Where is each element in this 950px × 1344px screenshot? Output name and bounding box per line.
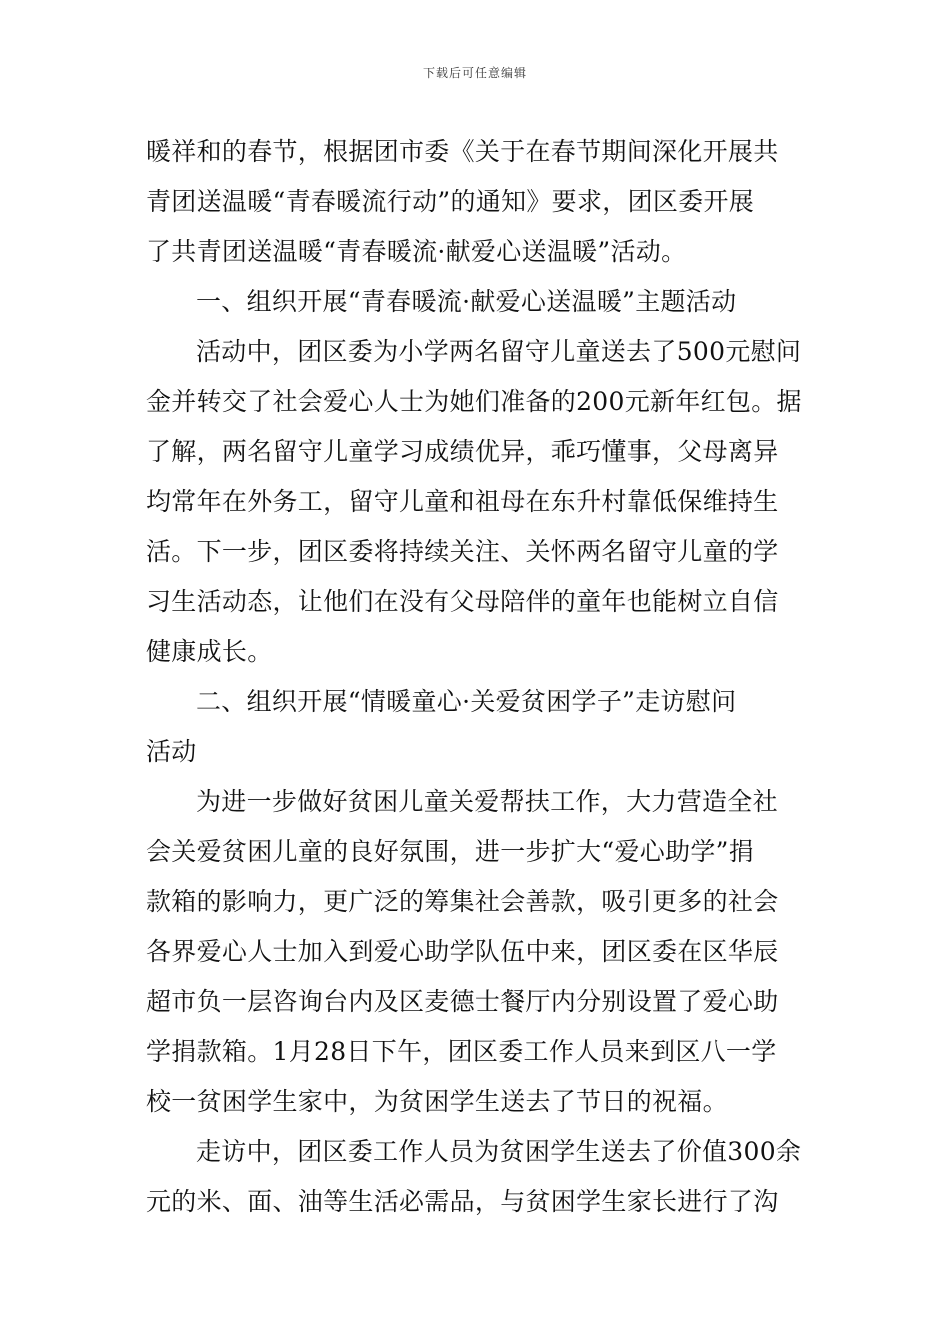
paragraph-line: 为进一步做好贫困儿童关爱帮扶工作，大力营造全社 [196, 787, 778, 816]
paragraph-line: 校一贫困学生家中，为贫困学生送去了节日的祝福。 [146, 1087, 728, 1116]
section-heading-continued: 活动 [146, 737, 197, 766]
paragraph-line: 学捐款箱。1月28日下午，团区委工作人员来到区八一学 [146, 1037, 777, 1066]
paragraph-line: 元的米、面、油等生活必需品，与贫困学生家长进行了沟 [146, 1187, 779, 1216]
paragraph-line: 超市负一层咨询台内及区麦德士餐厅内分别设置了爱心助 [146, 987, 779, 1016]
paragraph-line: 金并转交了社会爱心人士为她们准备的200元新年红包。据 [146, 387, 802, 416]
section-heading: 二、组织开展“情暖童心·关爱贫困学子”走访慰问 [196, 687, 737, 716]
paragraph-line: 会关爱贫困儿童的良好氛围，进一步扩大“爱心助学”捐 [146, 837, 755, 866]
paragraph-line: 活动中，团区委为小学两名留守儿童送去了500元慰问 [196, 337, 802, 366]
paragraph-line: 各界爱心人士加入到爱心助学队伍中来，团区委在区华辰 [146, 937, 779, 966]
paragraph-line: 款箱的影响力，更广泛的筹集社会善款，吸引更多的社会 [146, 887, 779, 916]
paragraph-line: 了共青团送温暖“青春暖流·献爱心送温暖”活动。 [146, 237, 687, 266]
paragraph-line: 习生活动态，让他们在没有父母陪伴的童年也能树立自信 [146, 587, 779, 616]
paragraph-line: 暖祥和的春节，根据团市委《关于在春节期间深化开展共 [146, 137, 779, 166]
page-header: 下载后可任意编辑 [422, 66, 527, 80]
paragraph-line: 健康成长。 [146, 637, 273, 666]
paragraph-line: 青团送温暖“青春暖流行动”的通知》要求，团区委开展 [146, 187, 755, 216]
paragraph-line: 走访中，团区委工作人员为贫困学生送去了价值300余 [196, 1137, 802, 1166]
paragraph-line: 均常年在外务工，留守儿童和祖母在东升村靠低保维持生 [146, 487, 779, 516]
paragraph-line: 活。下一步，团区委将持续关注、关怀两名留守儿童的学 [146, 537, 779, 566]
paragraph-line: 了解，两名留守儿童学习成绩优异，乖巧懂事，父母离异 [146, 437, 779, 466]
section-heading: 一、组织开展“青春暖流·献爱心送温暖”主题活动 [196, 287, 737, 316]
